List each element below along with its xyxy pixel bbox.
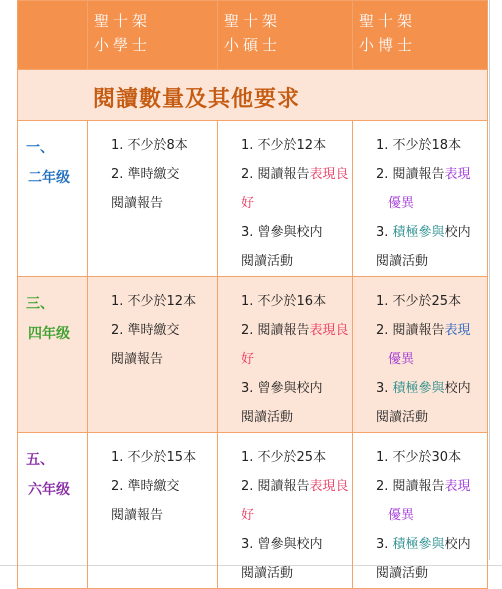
requirement-item — [358, 530, 487, 559]
master-requirements-cell — [218, 121, 353, 277]
grade-label-1: 三、 — [26, 296, 54, 312]
requirement-item — [358, 472, 487, 501]
header-corner-cell — [18, 1, 88, 70]
header-cell-bachelor — [88, 1, 218, 70]
requirement-item — [358, 160, 487, 189]
requirement-item: 1. 不少於12本 — [241, 138, 327, 153]
requirement-item: 2. 準時繳交 — [111, 323, 180, 338]
requirement-item — [358, 218, 487, 247]
requirement-item: 閱讀活動 — [376, 254, 429, 269]
grade-label-1: 五、 — [26, 452, 54, 468]
requirement-item: 1. 不少於30本 — [376, 450, 462, 465]
requirement-item: 2. 準時繳交 — [111, 167, 180, 182]
highlight-text: 積極參與 — [392, 537, 445, 552]
highlight-text: 表現良 — [309, 323, 349, 338]
requirement-item: 1. 不少於12本 — [111, 294, 197, 309]
requirement-text: 校内 — [444, 381, 471, 396]
requirement-item: 1. 不少於18本 — [376, 138, 462, 153]
highlight-text: 優異 — [388, 352, 415, 367]
header-cell-master — [218, 1, 353, 70]
requirement-item: 1. 不少於8本 — [111, 138, 188, 153]
grade-cell — [18, 121, 88, 277]
requirement-item — [223, 189, 352, 218]
grade-label-2: 四年级 — [28, 326, 70, 342]
title-row — [18, 70, 488, 121]
requirement-item — [358, 501, 487, 530]
requirement-item — [223, 316, 352, 345]
table-title: 閱讀數量及其他要求 — [93, 87, 301, 112]
grade-section-row — [18, 277, 488, 433]
requirement-item: 閱讀活動 — [241, 566, 294, 581]
grade-section-row — [18, 121, 488, 277]
award-line1: 聖十架 — [94, 12, 152, 30]
highlight-text: 表現 — [444, 323, 471, 338]
requirement-item: 3. 曾參與校内 — [241, 225, 323, 240]
doctor-requirements-cell — [353, 121, 488, 277]
requirement-item: 閱讀活動 — [376, 566, 429, 581]
award-line1: 聖十架 — [224, 12, 282, 30]
grade-cell — [18, 277, 88, 433]
requirement-text: 2. 閱讀報告 — [376, 323, 445, 338]
bachelor-requirements-cell — [88, 433, 218, 589]
bachelor-requirements-cell — [88, 277, 218, 433]
title-cell — [18, 70, 488, 121]
requirement-item — [223, 472, 352, 501]
highlight-text: 表現 — [444, 479, 471, 494]
requirement-number: 3. — [376, 537, 389, 552]
grade-cell — [18, 433, 88, 589]
requirement-item: 閱讀報告 — [111, 196, 164, 211]
master-requirements-cell — [218, 433, 353, 589]
grade-section-row — [18, 433, 488, 589]
award-line2: 小博士 — [359, 36, 417, 54]
requirement-text: 2. 閱讀報告 — [376, 167, 445, 182]
requirement-text: 2. 閱讀報告 — [241, 167, 310, 182]
requirement-number: 3. — [376, 381, 389, 396]
highlight-text: 表現良 — [309, 479, 349, 494]
grade-label-2: 六年级 — [28, 482, 70, 498]
requirement-text: 2. 閱讀報告 — [241, 479, 310, 494]
requirement-item — [223, 160, 352, 189]
award-line2: 小碩士 — [224, 36, 282, 54]
requirement-item: 閱讀活動 — [241, 410, 294, 425]
requirement-item — [358, 189, 487, 218]
master-requirements-cell — [218, 277, 353, 433]
requirement-item: 閱讀活動 — [241, 254, 294, 269]
highlight-text: 表現 — [444, 167, 471, 182]
requirement-item — [358, 316, 487, 345]
requirement-item: 1. 不少於25本 — [241, 450, 327, 465]
grade-label-2: 二年级 — [28, 170, 70, 186]
highlight-text: 好 — [241, 196, 255, 211]
requirement-item: 1. 不少於16本 — [241, 294, 327, 309]
requirement-item: 閱讀報告 — [111, 508, 164, 523]
requirement-item: 閱讀報告 — [111, 352, 164, 367]
award-line2: 小學士 — [94, 36, 152, 54]
highlight-text: 優異 — [388, 196, 415, 211]
highlight-text: 優異 — [388, 508, 415, 523]
requirement-item — [223, 501, 352, 530]
requirement-item: 3. 曾參與校内 — [241, 537, 323, 552]
highlight-text: 表現良 — [309, 167, 349, 182]
requirement-item: 閱讀活動 — [376, 410, 429, 425]
award-line1: 聖十架 — [359, 12, 417, 30]
page-border-right — [489, 0, 490, 560]
highlight-text: 好 — [241, 508, 255, 523]
grade-label-1: 一、 — [26, 140, 54, 156]
highlight-text: 積極參與 — [392, 381, 445, 396]
requirement-item: 1. 不少於25本 — [376, 294, 462, 309]
requirement-item — [223, 345, 352, 374]
requirement-item — [358, 345, 487, 374]
doctor-requirements-cell — [353, 433, 488, 589]
requirement-text: 校内 — [444, 537, 471, 552]
requirement-text: 校内 — [444, 225, 471, 240]
reading-awards-table — [17, 0, 488, 589]
requirement-item — [358, 374, 487, 403]
bachelor-requirements-cell — [88, 121, 218, 277]
doctor-requirements-cell — [353, 277, 488, 433]
requirement-item: 1. 不少於15本 — [111, 450, 197, 465]
requirement-number: 3. — [376, 225, 389, 240]
header-cell-doctor — [353, 1, 488, 70]
requirement-item: 3. 曾參與校内 — [241, 381, 323, 396]
highlight-text: 好 — [241, 352, 255, 367]
requirement-text: 2. 閱讀報告 — [241, 323, 310, 338]
requirement-item: 2. 準時繳交 — [111, 479, 180, 494]
requirement-text: 2. 閱讀報告 — [376, 479, 445, 494]
header-row — [18, 1, 488, 70]
highlight-text: 積極參與 — [392, 225, 445, 240]
